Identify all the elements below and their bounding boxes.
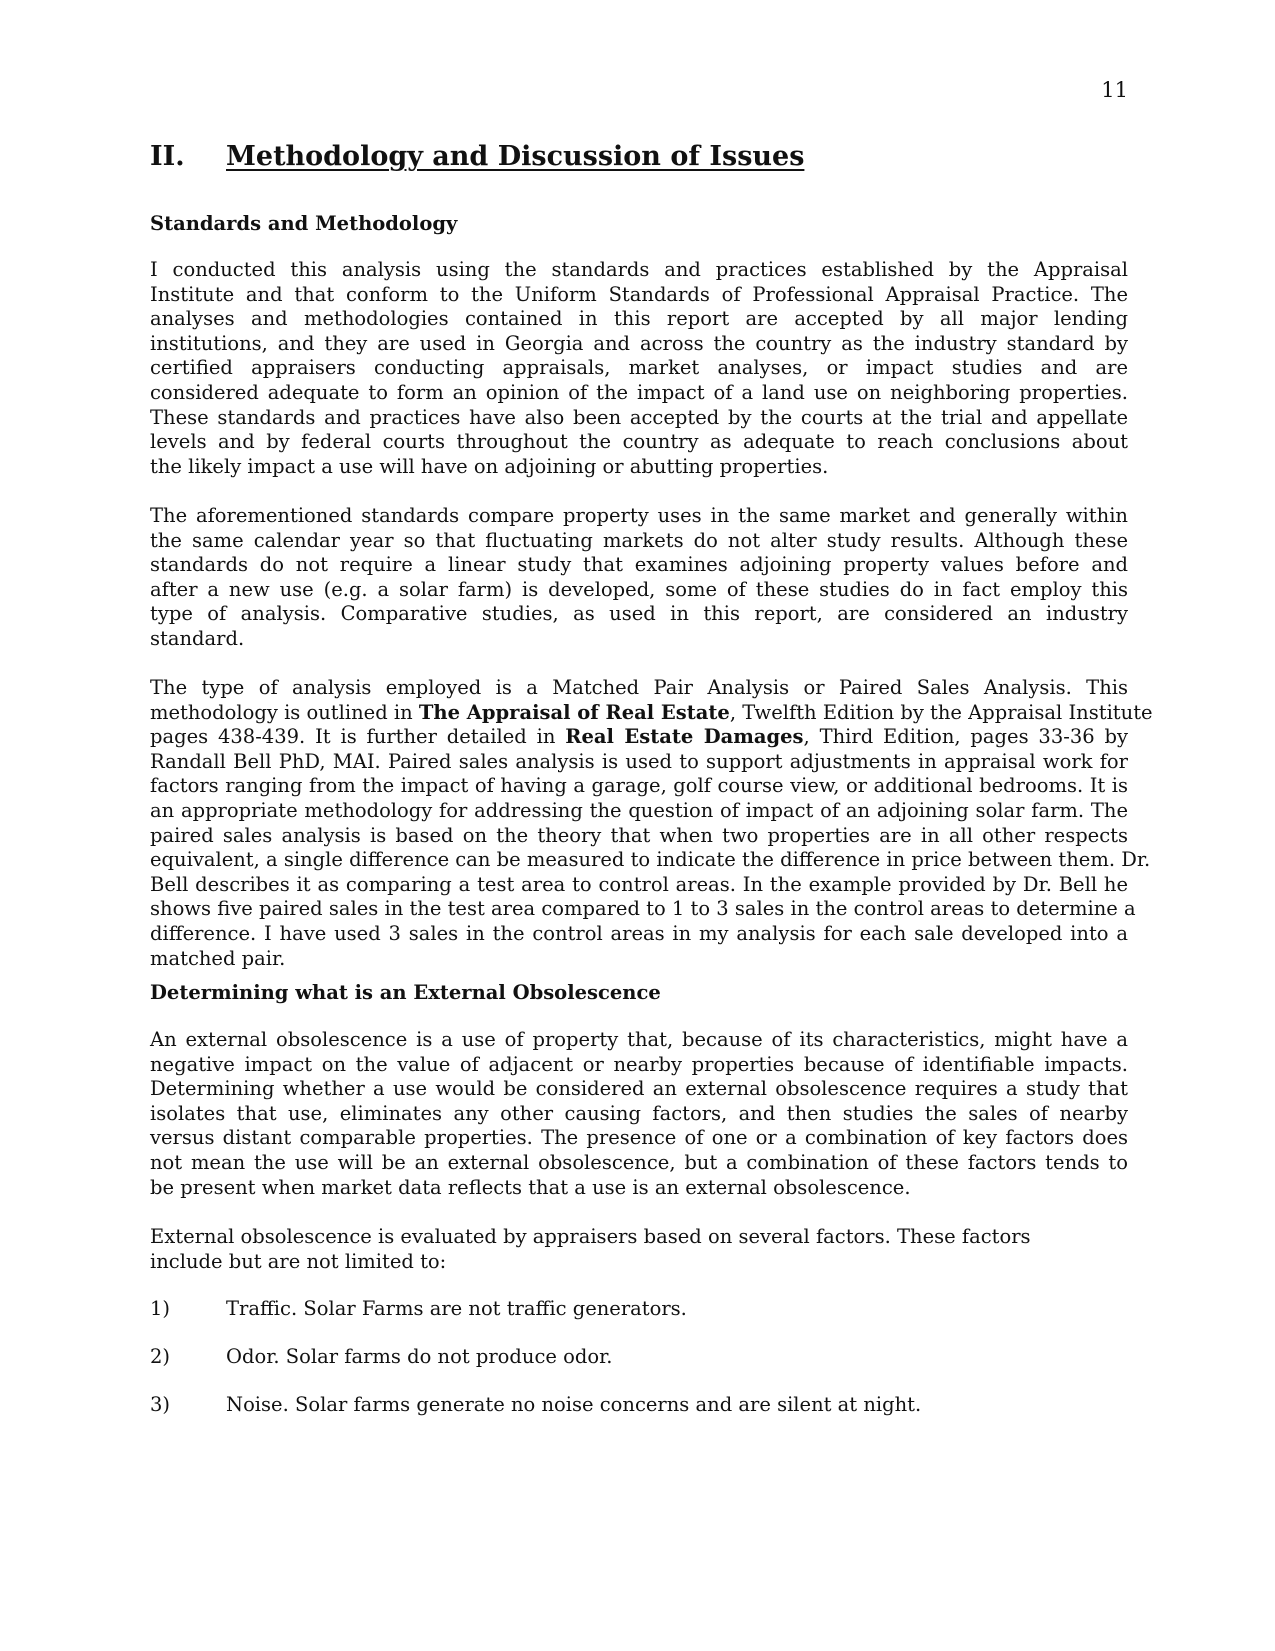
text-line: isolates that use, eliminates any other causing factors, and then studies the sales of nearby xyxy=(150,1101,1128,1125)
text-line: Determining whether a use would be considered an external obsolescence requires a study that xyxy=(150,1077,1128,1101)
text-line: an appropriate methodology for addressing the question of impact of an adjoining solar farm. The xyxy=(150,798,1128,822)
standards-paragraph-2 xyxy=(150,504,1128,652)
text-line: type of analysis. Comparative studies, as used in this report, are considered an industry xyxy=(150,602,1128,626)
text-line: Randall Bell PhD, MAI. Paired sales analysis is used to support adjustments in appraisal work for xyxy=(150,749,1128,773)
list-item xyxy=(150,1393,921,1418)
standards-heading: Standards and Methodology xyxy=(150,212,458,235)
text-line: difference. I have used 3 sales in the control areas in my analysis for each sale developed into a xyxy=(150,921,1128,945)
text-line: institutions, and they are used in Georgia and across the country as the industry standard by xyxy=(150,331,1128,355)
list-item xyxy=(150,1297,687,1322)
obsolescence-paragraph-2 xyxy=(150,1225,1030,1274)
text-line: equivalent, a single difference can be measured to indicate the difference in price between them. Dr. xyxy=(150,848,1151,872)
text-line: certified appraisers conducting appraisals, market analyses, or impact studies and are xyxy=(150,356,1128,380)
book-title: Real Estate Damages xyxy=(565,725,804,749)
list-text: Noise. Solar farms generate no noise concerns and are silent at night. xyxy=(226,1393,922,1416)
text-line: Institute and that conform to the Uniform Standards of Professional Appraisal Practice. The xyxy=(150,282,1128,306)
text-line: the likely impact a use will have on adjoining or abutting properties. xyxy=(150,454,829,478)
text-line: analyses and methodologies contained in this report are accepted by all major lending xyxy=(150,307,1128,331)
text-line xyxy=(150,700,1153,726)
text-line: levels and by federal courts throughout the country as adequate to reach conclusions about xyxy=(150,430,1128,454)
text-line: be present when market data reflects that a use is an external obsolescence. xyxy=(150,1175,911,1199)
text-segment: , Third Edition, pages 33-36 by xyxy=(803,725,1128,749)
text-line: Bell describes it as comparing a test area to control areas. In the example provided by Dr. Bell he xyxy=(150,872,1128,896)
text-line: The aforementioned standards compare property uses in the same market and generally within xyxy=(150,504,1128,527)
text-line: not mean the use will be an external obsolescence, but a combination of these factors tends to xyxy=(150,1150,1128,1174)
text-segment: pages 438-439. It is further detailed in xyxy=(150,725,566,749)
text-line: paired sales analysis is based on the theory that when two properties are in all other respects xyxy=(150,823,1128,847)
section-title: Methodology and Discussion of Issues xyxy=(226,141,805,172)
text-line: the same calendar year so that fluctuating markets do not alter study results. Although these xyxy=(150,528,1128,552)
text-segment: methodology is outlined in xyxy=(150,700,419,724)
page-number: 11 xyxy=(1101,78,1128,102)
text-segment: , Twelfth Edition by the Appraisal Institute xyxy=(729,700,1153,724)
text-line: shows five paired sales in the test area compared to 1 to 3 sales in the control areas to determine a xyxy=(150,897,1136,921)
list-marker: 3) xyxy=(150,1393,171,1416)
text-line: include but are not limited to: xyxy=(150,1249,447,1273)
standards-paragraph-1 xyxy=(150,258,1128,479)
standards-paragraph-3 xyxy=(150,676,1153,971)
text-line: An external obsolescence is a use of property that, because of its characteristics, might have a xyxy=(150,1028,1128,1051)
text-line: considered adequate to form an opinion of the impact of a land use on neighboring properties. xyxy=(150,380,1128,404)
obsolescence-heading: Determining what is an External Obsolescence xyxy=(150,981,661,1004)
text-line: standard. xyxy=(150,626,245,650)
list-item xyxy=(150,1345,612,1370)
list-text: Traffic. Solar Farms are not traffic generators. xyxy=(226,1297,687,1320)
list-text: Odor. Solar farms do not produce odor. xyxy=(226,1345,613,1368)
text-line: These standards and practices have also been accepted by the courts at the trial and appellate xyxy=(150,405,1128,429)
obsolescence-paragraph-1 xyxy=(150,1028,1128,1200)
text-line: after a new use (e.g. a solar farm) is developed, some of these studies do in fact employ this xyxy=(150,577,1128,601)
text-line: External obsolescence is evaluated by appraisers based on several factors. These factors xyxy=(150,1225,1031,1248)
text-line: The type of analysis employed is a Matched Pair Analysis or Paired Sales Analysis. This xyxy=(150,676,1128,699)
text-line: factors ranging from the impact of having a garage, golf course view, or additional bedrooms. It is xyxy=(150,774,1128,798)
section-number: II. xyxy=(150,141,185,172)
text-line: standards do not require a linear study that examines adjoining property values before and xyxy=(150,553,1128,577)
section-heading xyxy=(150,140,804,174)
text-line: I conducted this analysis using the standards and practices established by the Appraisal xyxy=(150,258,1128,281)
list-marker: 1) xyxy=(150,1297,171,1320)
text-line xyxy=(150,725,1128,750)
list-marker: 2) xyxy=(150,1345,171,1368)
text-line: matched pair. xyxy=(150,946,286,970)
book-title: The Appraisal of Real Estate xyxy=(418,700,730,724)
text-line: negative impact on the value of adjacent or nearby properties because of identifiable impacts. xyxy=(150,1052,1128,1076)
text-line: versus distant comparable properties. The presence of one or a combination of key factors does xyxy=(150,1126,1128,1150)
